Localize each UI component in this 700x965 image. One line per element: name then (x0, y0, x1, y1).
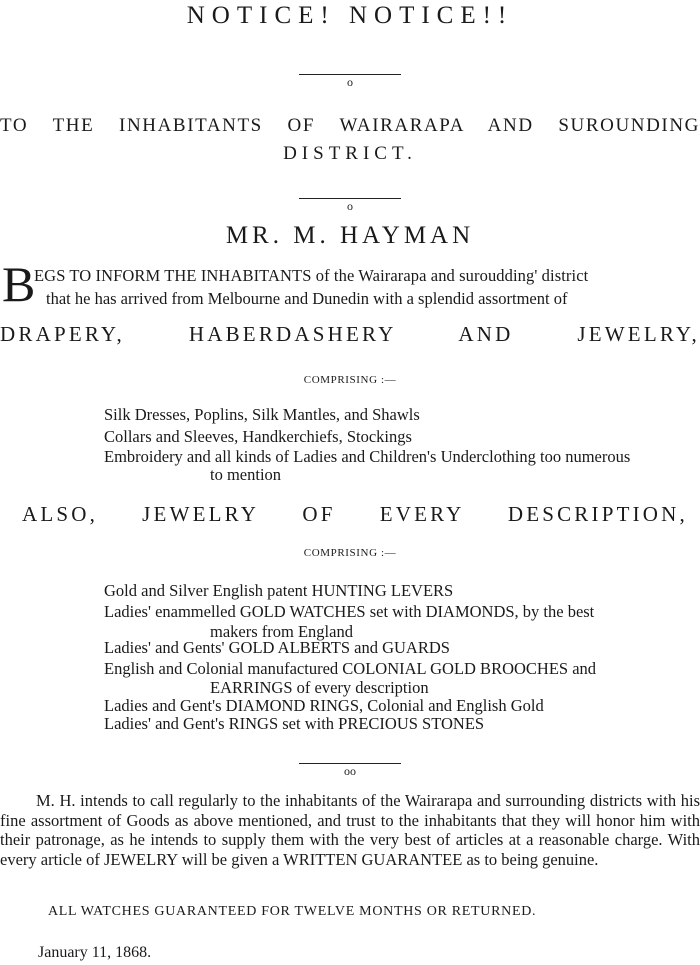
rule-marker: oo (333, 763, 367, 764)
list-item: Ladies' and Gent's RINGS set with PRECIOUS STONES (104, 714, 485, 733)
drapery-heading: DRAPERY, HABERDASHERY AND JEWELRY, (0, 322, 700, 346)
comprising-label: COMPRISING :— (303, 374, 397, 386)
intro-line: EGS TO INFORM THE INHABITANTS of the Wairarapa and suroudding' district (34, 266, 589, 285)
address-district: DISTRICT. (283, 143, 417, 164)
intro-line: that he has arrived from Melbourne and Dunedin with a splendid assortment of (46, 289, 568, 308)
rule-line-right (367, 74, 401, 75)
list-item: Ladies and Gent's DIAMOND RINGS, Colonial and English Gold (104, 696, 544, 715)
list-item-continuation: EARRINGS of every description (210, 678, 429, 697)
rule-line-left (299, 74, 333, 75)
jewelry-heading: ALSO, JEWELRY OF EVERY DESCRIPTION, (22, 502, 688, 526)
section-rule (0, 755, 700, 778)
guarantee-line: ALL WATCHES GUARANTEED FOR TWELVE MONTHS OR RETURNED. (48, 904, 537, 919)
rule-line-right (367, 763, 401, 764)
list-item: Silk Dresses, Poplins, Silk Mantles, and Shawls (104, 405, 420, 424)
list-item: Ladies' and Gents' GOLD ALBERTS and GUARDS (104, 638, 450, 657)
merchant-name: MR. M. HAYMAN (225, 222, 475, 249)
body-paragraph (0, 791, 700, 869)
list-item-continuation: to mention (210, 465, 282, 484)
rule-line-right (367, 198, 401, 199)
section-rule (0, 66, 700, 89)
rule-marker: o (333, 198, 367, 199)
rule-line-left (299, 198, 333, 199)
list-item-continuation: makers from England (210, 622, 353, 641)
body-paragraph-text: M. H. intends to call regularly to the inhabitants of the Wairarapa and surrounding districts with his fine assortment of Goods as above mentioned, and trust to the inhabitants that they will honor him with their patronage, as he intends to supply them with the very best of articles at a reasonable charge. With every article of JEWELRY will be given a WRITTEN GUARANTEE as to being genuine. (0, 791, 700, 869)
rule-marker: o (333, 74, 367, 75)
list-item: Gold and Silver English patent HUNTING LEVERS (104, 581, 454, 600)
address-line: TO THE INHABITANTS OF WAIRARAPA AND SUROUNDING (0, 115, 700, 136)
list-item: English and Colonial manufactured COLONIAL GOLD BROOCHES and (104, 659, 597, 678)
list-item: Ladies' enammelled GOLD WATCHES set with DIAMONDS, by the best (104, 602, 595, 621)
list-item: Collars and Sleeves, Handkerchiefs, Stockings (104, 427, 412, 446)
rule-line-left (299, 763, 333, 764)
section-rule (0, 190, 700, 213)
notice-headline: NOTICE! NOTICE!! (186, 2, 514, 29)
drop-cap: B (2, 256, 36, 312)
notice-date: January 11, 1868. (38, 944, 152, 961)
comprising-label: COMPRISING :— (303, 547, 397, 559)
list-item: Embroidery and all kinds of Ladies and Children's Underclothing too numerous (104, 447, 631, 466)
